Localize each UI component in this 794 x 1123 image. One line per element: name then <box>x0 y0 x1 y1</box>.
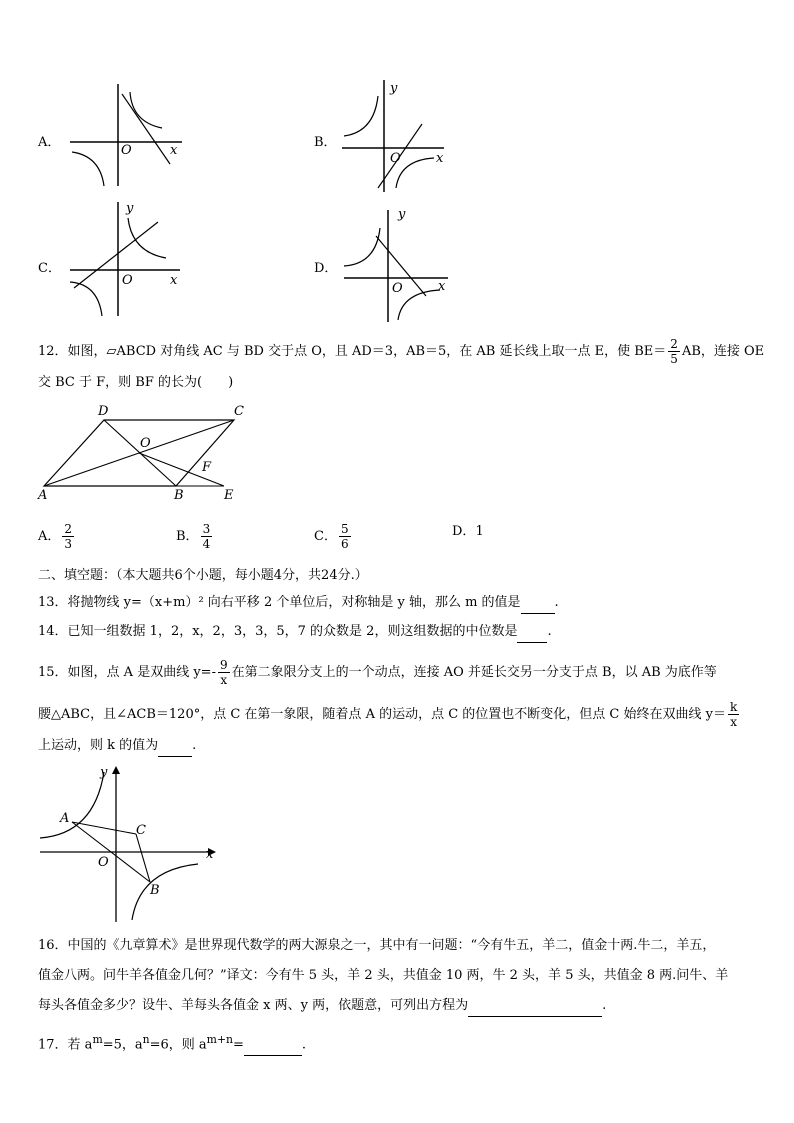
q11-option-c-graph[interactable] <box>66 198 184 318</box>
q13-answer-blank[interactable] <box>521 593 555 614</box>
q15-line2: 腰△ABC，且∠ACB＝120°，点 C 在第一象限，随着点 A 的运动，点 C 的位置也不断变化，但点 C 始终在双曲线 y＝ $\frac{k}{x}$ <box>38 700 738 729</box>
q12-parallelogram-figure <box>34 400 250 504</box>
svg-text:A: A <box>60 811 70 826</box>
q11-d-origin: O <box>392 281 403 296</box>
svg-text:B: B <box>150 883 160 898</box>
q11-a-origin: O <box>121 143 132 158</box>
svg-text:O: O <box>140 436 151 451</box>
svg-text:C: C <box>136 823 146 838</box>
q11-option-b-graph[interactable] <box>338 76 448 194</box>
q11-c-x-label: x <box>170 273 178 288</box>
q11-c-origin: O <box>122 273 133 288</box>
q14: 14．已知一组数据 1，2，x，2，3，3，5，7 的众数是 2，则这组数据的中位数是 . <box>38 622 552 643</box>
q12-number: 12．如图， <box>38 344 107 359</box>
q11-d-x-label: x <box>438 279 446 294</box>
q16-line2: 值金八两。问牛羊各值金几何？”译文：今有牛 5 头，羊 2 头，共值金 10 两，牛 2 头，羊 5 头，共值金 8 两.问牛、羊 <box>38 968 729 983</box>
q15-answer-blank[interactable] <box>158 736 192 757</box>
section-heading: 二、填空题：（本大题共6个小题，每小题4分，共24分.） <box>38 568 368 583</box>
q12-option-c[interactable]: C． $\frac{5}{6}$ <box>314 522 349 551</box>
q11-a-x-label: x <box>170 143 178 158</box>
q12-option-a[interactable]: A． $\frac{2}{3}$ <box>38 522 73 551</box>
q11-b-origin: O <box>390 151 401 166</box>
q11-option-d-graph[interactable] <box>340 206 452 324</box>
q15-line1: 15．如图，点 A 是双曲线 y=- $\frac{9}{x}$ 在第二象限分支上的一个动点，连接 AO 并延长交另一分支于点 B，以 AB 为底作等 <box>38 658 717 687</box>
q11-b-x-label: x <box>436 151 444 166</box>
q15-hyperbola-figure <box>36 764 220 924</box>
q11-d-y-label: y <box>398 207 406 222</box>
svg-text:D: D <box>98 404 109 419</box>
svg-text:C: C <box>234 404 244 419</box>
q12-text-part1: ▱ABCD 对角线 AC 与 BD 交于点 O，且 AD＝3，AB＝5，在 AB 延长线上取一点 E，使 BE＝ <box>106 344 667 359</box>
q12-fraction: $\frac{2}{5}$ <box>670 337 678 366</box>
svg-text:x: x <box>206 847 214 862</box>
q12-stem-line1 <box>38 337 764 366</box>
q12-option-d[interactable]: D．1 <box>452 524 484 539</box>
q14-answer-blank[interactable] <box>517 622 547 643</box>
q16-line1: 16．中国的《九章算术》是世界现代数学的两大源泉之一，其中有一问题：“今有牛五，羊二，值金十两.牛二，羊五， <box>38 938 716 953</box>
q11-option-a-graph[interactable] <box>66 82 186 190</box>
q12-text-part2: AB，连接 OE <box>681 344 765 359</box>
svg-text:F: F <box>202 460 212 475</box>
q16-answer-blank[interactable] <box>468 996 602 1017</box>
svg-text:E: E <box>224 488 234 503</box>
q15-line3: 上运动，则 k 的值为 . <box>38 736 196 757</box>
q11-option-d-label[interactable]: D． <box>314 261 338 276</box>
q11-option-a-label[interactable]: A． <box>38 135 61 150</box>
q16-line3: 每头各值金多少？设牛、羊每头各值金 x 两、y 两，依题意，可列出方程为 . <box>38 996 606 1017</box>
svg-text:y: y <box>100 765 108 780</box>
q11-b-y-label: y <box>390 81 398 96</box>
svg-text:A: A <box>38 488 48 503</box>
q17: 17．若 $a^m=5$，$a^n=6$，则 $a^{m+n}=$ . <box>38 1030 306 1056</box>
q11-c-y-label: y <box>126 201 134 216</box>
q17-answer-blank[interactable] <box>244 1035 302 1056</box>
q11-option-b-label[interactable]: B． <box>314 135 337 150</box>
svg-text:O: O <box>98 855 109 870</box>
q12-stem-line2: 交 BC 于 F，则 BF 的长为( ) <box>38 375 234 390</box>
q12-option-b[interactable]: B． $\frac{3}{4}$ <box>176 522 211 551</box>
q11-option-c-label[interactable]: C． <box>38 261 61 276</box>
svg-text:B: B <box>174 488 184 503</box>
q13: 13．将抛物线 y=（x+m）² 向右平移 2 个单位后，对称轴是 y 轴，那么 m 的值是 . <box>38 593 559 614</box>
